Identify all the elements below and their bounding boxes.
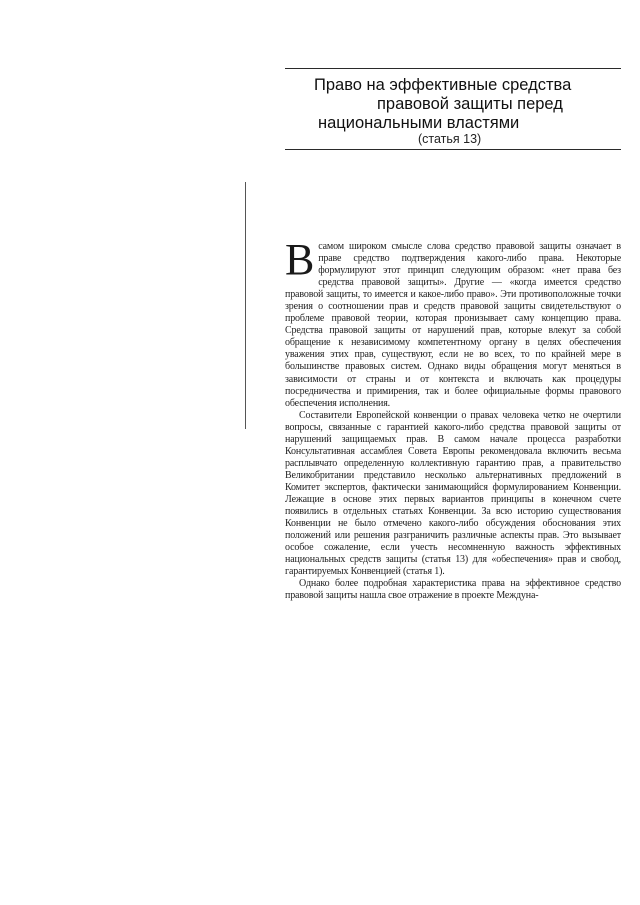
chapter-subtitle: (статья 13) [418,132,482,146]
paragraph-1 [285,235,621,410]
chapter-title-line-3: национальными властями [318,114,520,132]
chapter-title-line-2: правовой защиты перед [377,95,563,113]
chapter-title-line-1: Право на эффективные средства [314,76,572,94]
paragraph-3: Однако более подробная характеристика права на эффективное средство правовой защиты нашла свое отражение в проекте Междуна- [285,578,621,602]
paragraph-1-text: самом широком смысле слова средство правовой защиты означает в праве средство подтверждения какого-либо права. Некоторые формулируют этот принцип следующим образом: «нет права без средства правовой защиты». Другие — «когда имеется средство правовой защиты, то имеется и какое-либо право». Эти противоположные точки зрения о соотношении прав и средств правовой защиты свидетельствуют о проблеме правовой теории, которая пронизывает саму концепцию права. Средства правовой защиты от нарушений прав, которые влекут за собой обращение к независимому компетентному органу в целях обеспечения уважения этих прав, существуют, если не во всех, то по крайней мере в большинстве правовых систем. Однако виды обращения могут меняться в зависимости от страны и от контекста и включать как процедуры посредничества и примирения, так и более официальные формы правового обеспечения исполнения. [285,241,621,409]
margin-line [245,182,246,429]
top-rule [285,68,621,69]
drop-cap: В [285,235,315,284]
body-text [285,235,621,602]
chapter-title [300,76,620,133]
paragraph-2: Составители Европейской конвенции о правах человека четко не очертили вопросы, связанные с гарантией какого-либо средства правовой защиты от нарушений защищаемых прав. В самом начале процесса разработки Консультативная ассамблея Совета Европы рекомендовала включить весьма расплывчато определенную коллективную гарантию прав, а правительство Великобритании представило несколько альтернативных предложений в Комитет экспертов, фактически занимающийся формулированием Конвенции. Лежащие в основе этих первых вариантов принципы в конечном счете появились в отдельных статьях Конвенции. За всю историю существования Конвенции не было отмечено какого-либо обсуждения обоснования этих положений или решения разграничить различные аспекты прав. Это вызывает особое сожаление, если учесть несомненную важность эффективных национальных средств защиты (статья 13) для «обеспечения» прав и свобод, гарантируемых Конвенцией (статья 1). [285,409,621,578]
bottom-rule [285,149,621,150]
